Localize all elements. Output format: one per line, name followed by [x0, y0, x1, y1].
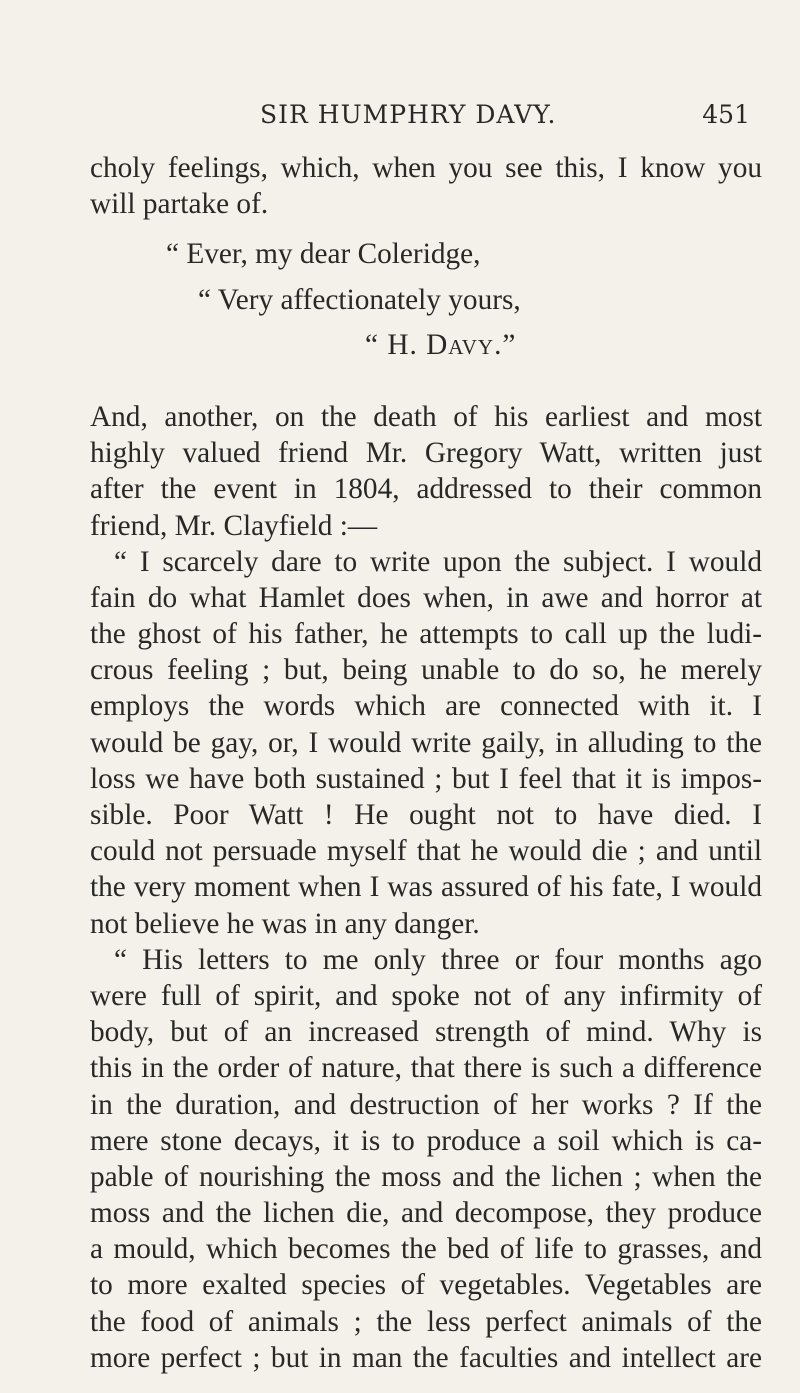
text-line: “ His letters to me only three or four months ago	[114, 943, 762, 976]
text-line: employs the words which are connected with it. I	[90, 690, 762, 723]
text-line: a mould, which becomes the bed of life to grasses, and	[90, 1233, 762, 1266]
letter-salutation: “ Ever, my dear Coleridge,	[166, 238, 481, 271]
paragraph-gap	[90, 363, 762, 399]
text-line: after the event in 1804, addressed to their common	[90, 473, 762, 506]
letter-signature: “ H. Davy.”	[365, 328, 517, 361]
text-line: loss we have both sustained ; but I feel that it is impos-	[90, 762, 762, 795]
text-line: could not persuade myself that he would die ; and until	[90, 835, 762, 868]
text-line: sible. Poor Watt ! He ought not to have died. I	[90, 799, 762, 831]
text-line: fain do what Hamlet does when, in awe and horror at	[90, 581, 762, 614]
running-head	[90, 100, 750, 140]
text-line: pable of nourishing the moss and the lichen ; when the	[90, 1160, 762, 1193]
text-line: not believe he was in any danger.	[90, 907, 480, 940]
text-line: to more exalted species of vegetables. Vegetables are	[90, 1269, 762, 1302]
text-line: this in the order of nature, that there is such a difference	[90, 1052, 762, 1085]
text-line: body, but of an increased strength of mind. Why is	[90, 1016, 762, 1049]
text-line: the ghost of his father, he attempts to call up the ludi-	[90, 618, 762, 651]
text-line: moss and the lichen die, and decompose, they produce	[90, 1197, 762, 1230]
text-line: mere stone decays, it is to produce a soil which is ca-	[90, 1124, 762, 1157]
text-line: friend, Mr. Clayfield :—	[90, 509, 378, 542]
page-number: 451	[702, 100, 750, 129]
text-line: more perfect ; but in man the faculties and intellect are	[90, 1341, 762, 1374]
text-line: would be gay, or, I would write gaily, in alluding to the	[90, 726, 762, 759]
letter-valediction: “ Very affectionately yours,	[198, 283, 521, 316]
text-line: the very moment when I was assured of his fate, I would	[90, 871, 762, 904]
running-head-title: SIR HUMPHRY DAVY.	[260, 100, 557, 129]
text-line: highly valued friend Mr. Gregory Watt, written just	[90, 437, 762, 470]
text-line: were full of spirit, and spoke not of any infirmity of	[90, 979, 762, 1012]
text-line: choly feelings, which, when you see this, I know you	[90, 152, 762, 184]
text-line: the food of animals ; the less perfect animals of the	[90, 1305, 762, 1338]
text-line: in the duration, and destruction of her works ? If the	[90, 1088, 762, 1121]
text-line: crous feeling ; but, being unable to do so, he merely	[90, 654, 762, 687]
text-line: will partake of.	[90, 188, 269, 221]
text-line: And, another, on the death of his earliest and most	[90, 400, 762, 433]
text-line: “ I scarcely dare to write upon the subject. I would	[114, 545, 762, 578]
body-text	[90, 150, 762, 1376]
